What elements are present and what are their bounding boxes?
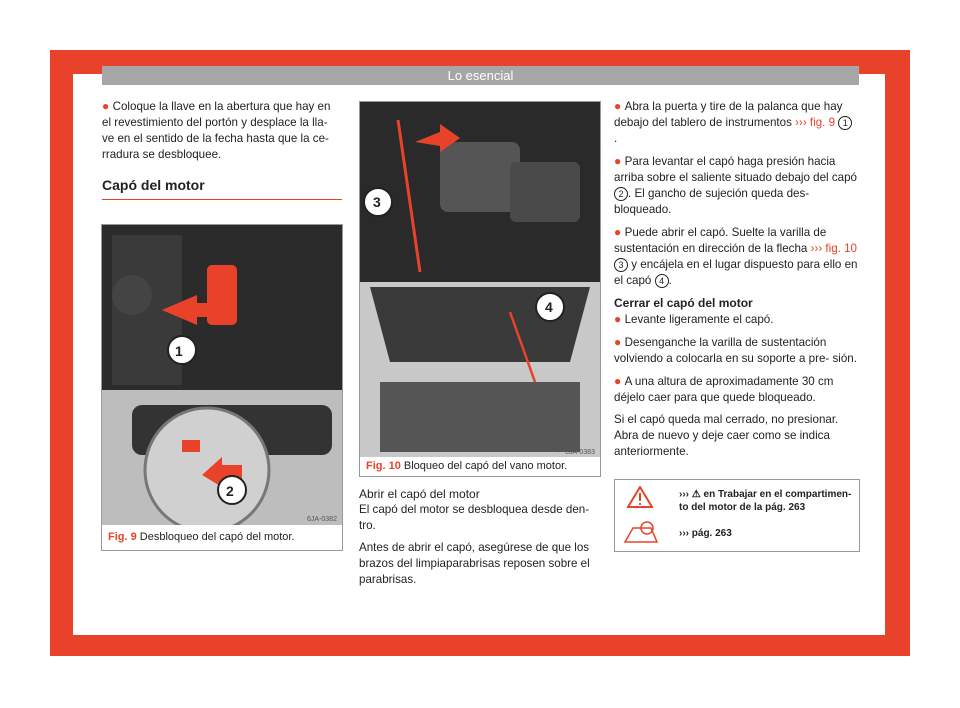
fig9-illustration (102, 225, 342, 525)
warning-link-text[interactable]: ››› ⚠ en Trabajar en el compartimen- to del motor de la pág. 263 (679, 489, 852, 513)
callout-4: 4 (545, 299, 553, 315)
callout-3: 3 (373, 194, 381, 210)
middle-column (359, 486, 599, 594)
bullet-drop-hood: ● A una altura de aproximadamente 30 cm déjelo caer para que quede bloqueado. (614, 374, 834, 404)
section-header: Lo esencial (102, 66, 859, 85)
section-heading: Capó del motor (102, 177, 205, 193)
fig9-code: 6JA-0382 (307, 516, 337, 523)
warning-triangle-icon (627, 486, 653, 508)
fig9-label: Fig. 9 (108, 531, 137, 543)
bullet-icon: ● (614, 154, 625, 168)
fig10-link[interactable]: ››› fig. 10 (810, 242, 857, 255)
fig9-caption-text: Desbloqueo del capó del motor. (139, 531, 295, 543)
open-heading: Abrir el capó del motor (359, 487, 480, 501)
closing-paragraph: Si el capó queda mal cerrado, no presionar. Abra de nuevo y deje caer como se indica anteriormente. (614, 413, 839, 458)
page-number: 13 (870, 618, 883, 630)
fig9-caption (108, 531, 295, 543)
bullet-icon: ● (614, 312, 625, 326)
close-heading: Cerrar el capó del motor (614, 296, 753, 310)
warning-box (614, 479, 860, 552)
fig10-code: 6JA-0383 (565, 449, 595, 456)
bullet-icon: ● (614, 225, 625, 239)
bullet-open-hood: ● Puede abrir el capó. Suelte la varilla de sustentación en dirección de la flecha ››› fig. 10 3 y encájela en el lugar dispuesto para ello en el capó 4 . (614, 225, 858, 287)
fig10-caption-text: Bloqueo del capó del vano motor. (403, 460, 568, 472)
bullet-icon: ● (614, 99, 625, 113)
bullet-paragraph: ● Coloque la llave en la abertura que hay en el revestimiento del portón y desplace la lla- ve en el sentido de la fecha hasta que la ce- rradura se desbloquee. (102, 99, 331, 161)
fig10-caption (366, 460, 567, 472)
fig10-illustration (360, 102, 600, 457)
callout-1: 1 (175, 343, 183, 359)
figure-10 (359, 101, 601, 477)
callout-2: 2 (226, 483, 234, 499)
bullet-open-door: ● Abra la puerta y tire de la palanca que hay debajo del tablero de instrumentos ››› fig. 9 1 . (614, 98, 858, 147)
bullet-lift-slightly: ● Levante ligeramente el capó. (614, 312, 774, 326)
callout-ref-3: 3 (614, 258, 628, 272)
callout-ref-1: 1 (838, 116, 852, 130)
bullet-lift-hood: ● Para levantar el capó haga presión hacia arriba sobre el saliente situado debajo del capó 2 . El gancho de sujeción queda des- bloqueado. (614, 154, 857, 216)
callout-ref-4: 4 (655, 274, 669, 288)
open-paragraph-1: El capó del motor se desbloquea desde den- tro. (359, 503, 590, 532)
page-ref-link[interactable]: ››› pág. 263 (679, 528, 732, 539)
bullet-icon: ● (614, 374, 625, 388)
open-paragraph-2: Antes de abrir el capó, asegúrese de que los brazos del limpiaparabrisas reposen sobre el parabrisas. (359, 541, 590, 586)
heading-rule (102, 199, 342, 200)
fig10-label: Fig. 10 (366, 460, 401, 472)
environment-note-icon (623, 520, 659, 544)
figure-9 (101, 224, 343, 551)
bullet-unhook-rod: ● Desenganche la varilla de sustentación volviendo a colocarla en su soporte a pre- sión. (614, 335, 857, 365)
right-column (614, 98, 858, 466)
bullet-icon: ● (614, 335, 625, 349)
fig9-link[interactable]: ››› fig. 9 (795, 116, 836, 129)
callout-ref-2: 2 (614, 187, 628, 201)
bullet-icon: ● (102, 99, 113, 113)
left-column (102, 98, 342, 200)
